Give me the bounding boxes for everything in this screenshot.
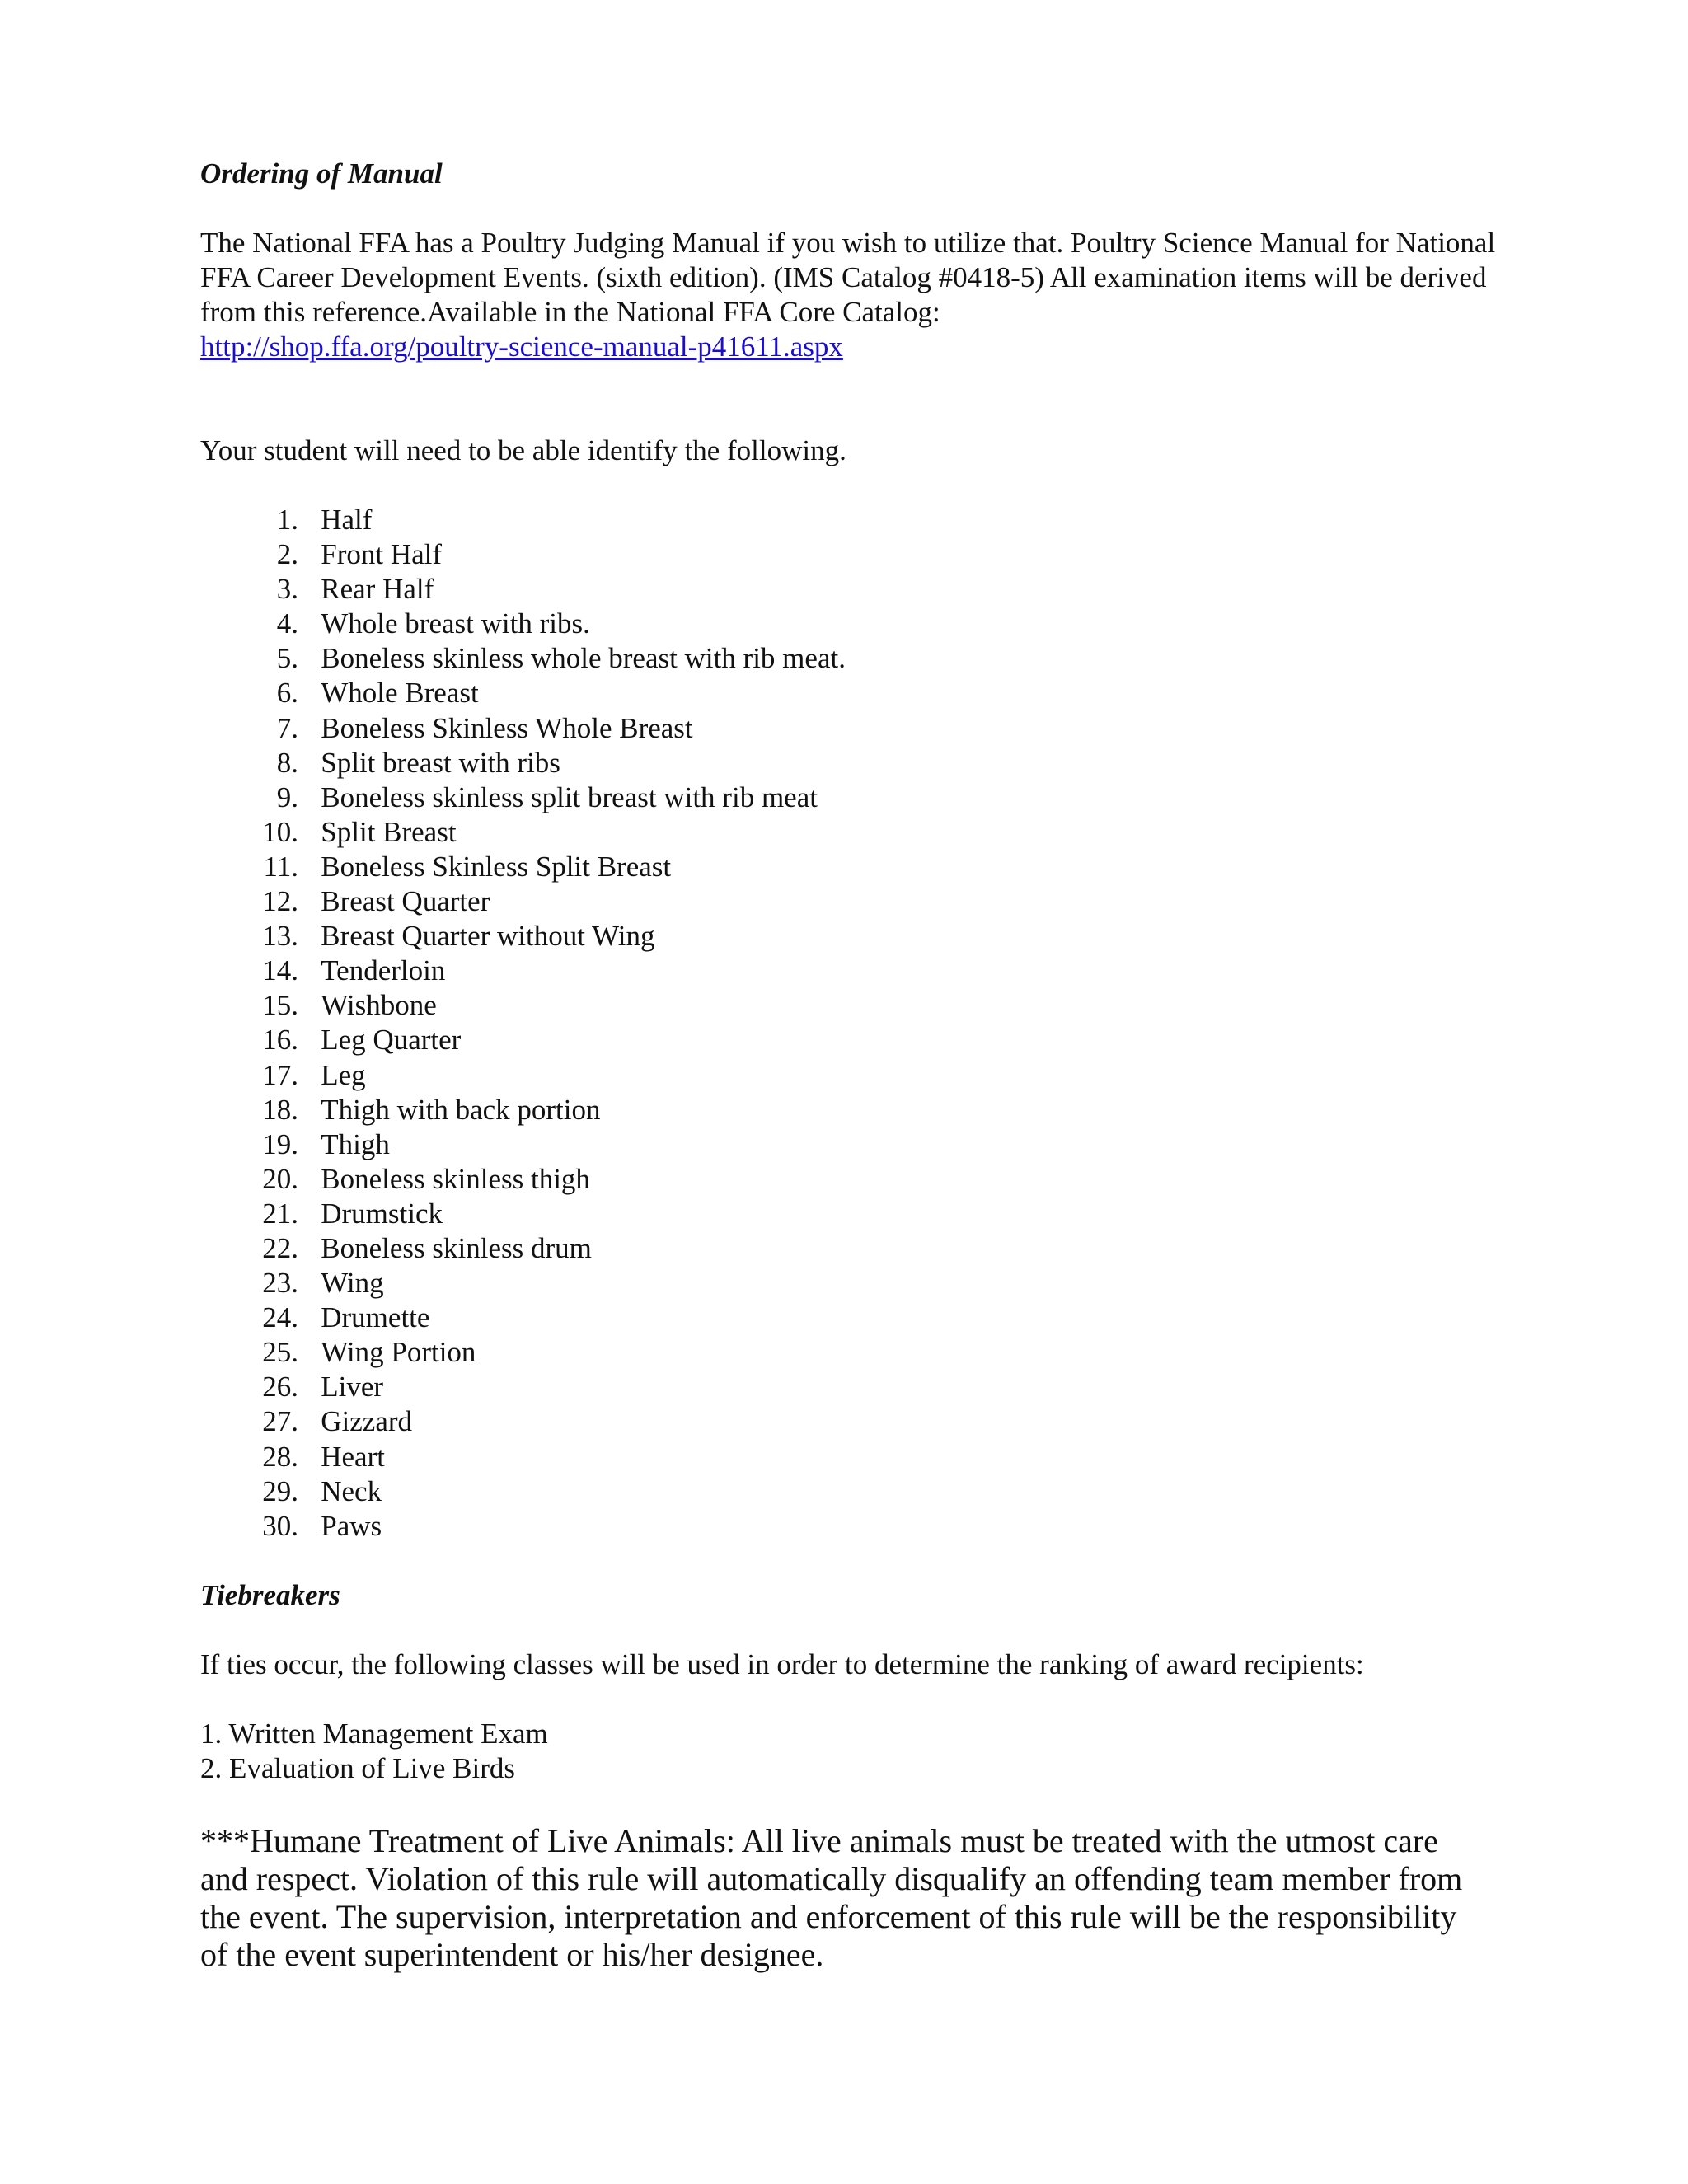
list-item-text: Whole breast with ribs. xyxy=(321,607,590,640)
list-item xyxy=(200,1335,1503,1370)
list-item xyxy=(200,780,1503,815)
tiebreakers-list xyxy=(200,1717,1503,1786)
tiebreakers-intro: If ties occur, the following classes will be used in order to determine the ranking of award recipients: xyxy=(200,1647,1364,1680)
list-item xyxy=(200,1474,1503,1509)
list-item-text: Drumette xyxy=(321,1301,430,1334)
list-item-number: 24. xyxy=(262,1301,298,1334)
list-item xyxy=(200,884,1503,919)
list-item-number: 27. xyxy=(262,1405,298,1438)
list-item xyxy=(200,1058,1503,1093)
list-item-text: Rear Half xyxy=(321,573,434,606)
list-item-text: Half xyxy=(321,504,373,536)
list-item-text: Boneless skinless split breast with rib meat xyxy=(321,780,818,813)
list-item xyxy=(200,676,1503,710)
list-item xyxy=(200,1197,1503,1231)
list-item xyxy=(200,988,1503,1023)
list-item xyxy=(200,711,1503,746)
list-item xyxy=(200,1509,1503,1544)
list-item xyxy=(200,1023,1503,1057)
list-item-number: 20. xyxy=(262,1162,298,1195)
list-item-number: 21. xyxy=(262,1197,298,1230)
humane-treatment-notice: ***Humane Treatment of Live Animals: All live animals must be treated with the utmost care and respect. Violation of this rule will automatically disqualify an offending team member from the event. The supervision, interpretation and enforcement of this rule will be the responsibility of the event superintendent or his/her designee. xyxy=(200,1821,1463,1973)
list-item-number: 6. xyxy=(276,677,298,710)
list-item-text: Leg Quarter xyxy=(321,1024,462,1057)
list-item-text: Tenderloin xyxy=(321,954,446,987)
list-item xyxy=(200,503,1503,537)
identify-intro: Your student will need to be able identify the following. xyxy=(200,434,846,466)
list-item-number: 1. xyxy=(276,504,298,536)
list-item-text: Front Half xyxy=(321,538,443,571)
list-item-text: Boneless skinless thigh xyxy=(321,1162,590,1195)
manual-link[interactable]: http://shop.ffa.org/poultry-science-manual-p41611.aspx xyxy=(200,330,843,363)
ordering-heading: Ordering of Manual xyxy=(200,157,443,190)
list-item-number: 2. xyxy=(276,538,298,571)
list-item-number: 30. xyxy=(262,1509,298,1542)
tiebreaker-item-2: 2. Evaluation of Live Birds xyxy=(200,1751,516,1784)
list-item-number: 3. xyxy=(276,573,298,606)
list-item-number: 15. xyxy=(262,989,298,1022)
list-item-number: 29. xyxy=(262,1474,298,1507)
list-item xyxy=(200,815,1503,850)
list-item-number: 26. xyxy=(262,1371,298,1404)
list-item xyxy=(200,537,1503,572)
list-item xyxy=(200,1440,1503,1474)
cuts-list xyxy=(200,503,1503,1544)
tiebreaker-item-1: 1. Written Management Exam xyxy=(200,1717,548,1750)
list-item-text: Paws xyxy=(321,1509,382,1542)
list-item-number: 4. xyxy=(276,607,298,640)
list-item-text: Thigh with back portion xyxy=(321,1093,601,1126)
list-item xyxy=(200,850,1503,884)
list-item-number: 10. xyxy=(262,815,298,848)
list-item-number: 12. xyxy=(262,885,298,918)
ordering-paragraph xyxy=(200,226,1503,364)
list-item-number: 17. xyxy=(262,1058,298,1091)
list-item-text: Neck xyxy=(321,1474,382,1507)
list-item-number: 22. xyxy=(262,1231,298,1264)
list-item xyxy=(200,641,1503,676)
list-item xyxy=(200,1162,1503,1197)
list-item-text: Leg xyxy=(321,1058,366,1091)
list-item xyxy=(200,1093,1503,1127)
list-item-number: 23. xyxy=(262,1267,298,1300)
list-item-number: 28. xyxy=(262,1440,298,1473)
list-item-text: Boneless skinless drum xyxy=(321,1231,592,1264)
list-item xyxy=(200,1404,1503,1439)
list-item xyxy=(200,919,1503,954)
list-item-text: Wishbone xyxy=(321,989,437,1022)
list-item xyxy=(200,572,1503,607)
list-item-text: Gizzard xyxy=(321,1405,413,1438)
list-item-text: Whole Breast xyxy=(321,677,479,710)
list-item-text: Boneless skinless whole breast with rib meat. xyxy=(321,642,846,675)
list-item-number: 25. xyxy=(262,1336,298,1369)
list-item-text: Liver xyxy=(321,1371,384,1404)
list-item xyxy=(200,1370,1503,1404)
list-item xyxy=(200,746,1503,780)
list-item-text: Boneless Skinless Whole Breast xyxy=(321,711,693,744)
list-item-text: Split Breast xyxy=(321,815,457,848)
list-item-text: Wing Portion xyxy=(321,1336,476,1369)
list-item-number: 18. xyxy=(262,1093,298,1126)
list-item-text: Split breast with ribs xyxy=(321,746,560,779)
list-item-text: Drumstick xyxy=(321,1197,443,1230)
list-item xyxy=(200,1266,1503,1301)
document-page xyxy=(200,157,1503,1974)
list-item xyxy=(200,1127,1503,1162)
tiebreakers-heading: Tiebreakers xyxy=(200,1578,340,1611)
list-item-text: Breast Quarter without Wing xyxy=(321,920,655,953)
list-item-text: Heart xyxy=(321,1440,385,1473)
list-item-number: 5. xyxy=(276,642,298,675)
list-item-number: 14. xyxy=(262,954,298,987)
list-item xyxy=(200,954,1503,988)
list-item xyxy=(200,1231,1503,1266)
ordering-text: The National FFA has a Poultry Judging Manual if you wish to utilize that. Poultry Science Manual for National FFA Career Development Events. (sixth edition). (IMS Catalog #0418-5) All examination items will be derived from this reference.Available in the National FFA Core Catalog: xyxy=(200,227,1496,328)
list-item xyxy=(200,1301,1503,1335)
list-item-number: 16. xyxy=(262,1024,298,1057)
list-item-text: Breast Quarter xyxy=(321,885,490,918)
list-item xyxy=(200,607,1503,641)
list-item-number: 11. xyxy=(263,850,298,883)
list-item-text: Boneless Skinless Split Breast xyxy=(321,850,672,883)
list-item-number: 8. xyxy=(276,746,298,779)
list-item-number: 13. xyxy=(262,920,298,953)
list-item-number: 7. xyxy=(276,711,298,744)
list-item-number: 9. xyxy=(276,780,298,813)
list-item-text: Thigh xyxy=(321,1127,390,1160)
list-item-number: 19. xyxy=(262,1127,298,1160)
list-item-text: Wing xyxy=(321,1267,384,1300)
